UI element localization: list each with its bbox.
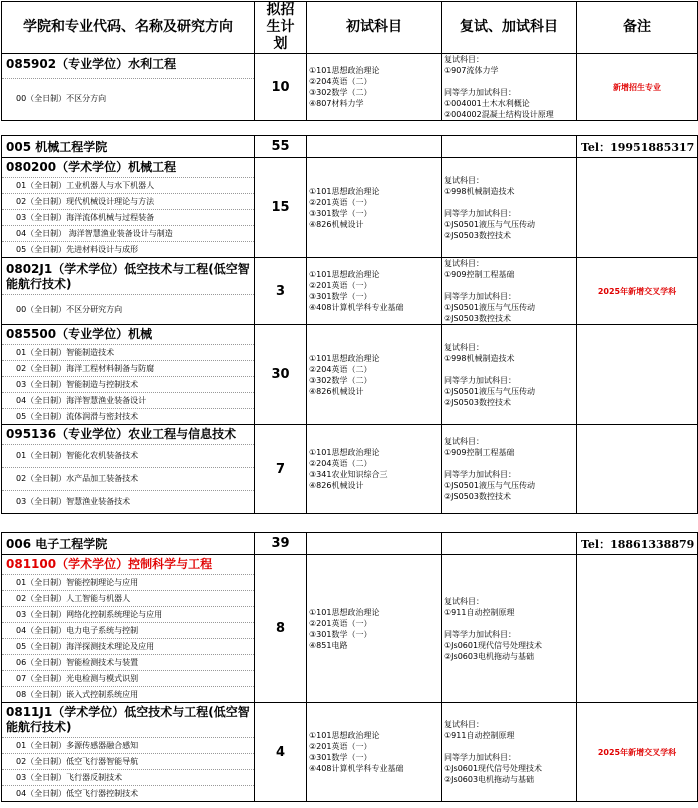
plan-count: 15 bbox=[255, 158, 307, 258]
note: 2025年新增交叉学科 bbox=[577, 703, 698, 802]
direction-item: 00（全日制）不区分研究方向 bbox=[16, 304, 123, 314]
plan-count: 8 bbox=[255, 555, 307, 703]
school-row-005 bbox=[2, 136, 698, 158]
direction-item: 02（全日制）低空飞行器智能导航 bbox=[2, 754, 254, 770]
plan-count: 3 bbox=[255, 258, 307, 325]
note bbox=[577, 555, 698, 703]
program-row-0811J1 bbox=[2, 703, 698, 802]
retest-subjects: 复试科目： ①907流体力学 同等学力加试科目： ①004001土木水利概论 ②004002混凝土结构设计原理 bbox=[442, 54, 577, 121]
header-plan: 拟招生计划 bbox=[255, 2, 307, 54]
program-title: 085500（专业学位）机械 bbox=[6, 327, 153, 341]
program-title: 081100（学术学位）控制科学与工程 bbox=[6, 557, 213, 571]
spacer-row bbox=[2, 121, 698, 136]
direction-item: 01（全日制）智能制造技术 bbox=[2, 345, 254, 361]
program-row-085902 bbox=[2, 54, 698, 121]
school-plan: 55 bbox=[255, 136, 307, 158]
note bbox=[577, 158, 698, 258]
program-row-080200 bbox=[2, 158, 698, 258]
exam-subjects: ①101思想政治理论 ②201英语（一） ③301数学（一） ④851电路 bbox=[307, 555, 442, 703]
direction-item: 03（全日制）海洋流体机械与过程装备 bbox=[2, 210, 254, 226]
direction-item: 08（全日制）嵌入式控制系统应用 bbox=[16, 690, 139, 699]
program-row-081100 bbox=[2, 555, 698, 703]
note: 2025年新增交叉学科 bbox=[577, 258, 698, 325]
direction-item: 03（全日制）智慧渔业装备技术 bbox=[16, 497, 131, 506]
direction-item: 06（全日制）智能检测技术与装置 bbox=[2, 655, 254, 671]
program-row-0802J1 bbox=[2, 258, 698, 325]
retest-subjects: 复试科目： ①911自动控制原理 同等学力加试科目： ①Js0601现代信号处理技术 ②Js0603电机拖动与基础 bbox=[442, 703, 577, 802]
plan-count: 4 bbox=[255, 703, 307, 802]
direction-item: 02（全日制）海洋工程材料制备与防腐 bbox=[2, 361, 254, 377]
exam-subjects: ①101思想政治理论 ②204英语（二） ③341农业知识综合三 ④826机械设计 bbox=[307, 425, 442, 514]
plan-count: 7 bbox=[255, 425, 307, 514]
program-title: 085902（专业学位）水利工程 bbox=[6, 56, 177, 71]
exam-subjects: ①101思想政治理论 ②201英语（一） ③301数学（一） ④408计算机学科专业基础 bbox=[307, 258, 442, 325]
school-row-006 bbox=[2, 533, 698, 555]
retest-subjects: 复试科目： ①998机械制造技术 同等学力加试科目： ①JS0501液压与气压传动 ②JS0503数控技术 bbox=[442, 325, 577, 425]
spacer-row bbox=[2, 514, 698, 533]
exam-subjects: ①101思想政治理论 ②204英语（二） ③302数学（二） ④826机械设计 bbox=[307, 325, 442, 425]
direction-item: 02（全日制）水产品加工装备技术 bbox=[2, 468, 254, 491]
retest-subjects: 复试科目： ①909控制工程基础 同等学力加试科目： ①JS0501液压与气压传动 ②JS0503数控技术 bbox=[442, 425, 577, 514]
direction-item: 03（全日制）飞行器反制技术 bbox=[2, 770, 254, 786]
admissions-table bbox=[1, 1, 698, 802]
school-name: 005 机械工程学院 bbox=[2, 136, 255, 158]
school-plan: 39 bbox=[255, 533, 307, 555]
exam-subjects: ①101思想政治理论 ②201英语（一） ③301数学（一） ④408计算机学科专业基础 bbox=[307, 703, 442, 802]
retest-subjects: 复试科目： ①909控制工程基础 同等学力加试科目： ①JS0501液压与气压传动 ②JS0503数控技术 bbox=[442, 258, 577, 325]
exam-subjects: ①101思想政治理论 ②204英语（二） ③302数学（二） ④807材料力学 bbox=[307, 54, 442, 121]
header-retest: 复试、加试科目 bbox=[442, 2, 577, 54]
note bbox=[577, 325, 698, 425]
program-row-085500 bbox=[2, 325, 698, 425]
direction-item: 00（全日制）不区分方向 bbox=[16, 93, 107, 103]
note: 新增招生专业 bbox=[577, 54, 698, 121]
direction-item: 03（全日制）智能制造与控制技术 bbox=[2, 377, 254, 393]
header-note: 备注 bbox=[577, 2, 698, 54]
header-row bbox=[2, 2, 698, 54]
header-exam: 初试科目 bbox=[307, 2, 442, 54]
header-program: 学院和专业代码、名称及研究方向 bbox=[2, 2, 255, 54]
program-title: 0802J1（学术学位）低空技术与工程(低空智能航行技术) bbox=[6, 261, 250, 291]
direction-item: 05（全日制）先进材料设计与成形 bbox=[16, 245, 139, 254]
direction-item: 04（全日制）海洋智慧渔业装备设计 bbox=[2, 393, 254, 409]
direction-item: 04（全日制）电力电子系统与控制 bbox=[2, 623, 254, 639]
retest-subjects: 复试科目： ①911自动控制原理 同等学力加试科目： ①Js0601现代信号处理技术 ②Js0603电机拖动与基础 bbox=[442, 555, 577, 703]
program-title: 095136（专业学位）农业工程与信息技术 bbox=[6, 427, 237, 441]
school-tel: Tel：19951885317 bbox=[577, 136, 698, 158]
direction-item: 03（全日制）网络化控制系统理论与应用 bbox=[2, 607, 254, 623]
direction-item: 01（全日制）智能化农机装备技术 bbox=[2, 445, 254, 468]
direction-item: 02（全日制）现代机械设计理论与方法 bbox=[2, 194, 254, 210]
plan-count: 10 bbox=[255, 54, 307, 121]
direction-item: 07（全日制）光电检测与模式识别 bbox=[2, 671, 254, 687]
program-row-095136 bbox=[2, 425, 698, 514]
program-title: 080200（学术学位）机械工程 bbox=[6, 160, 177, 174]
direction-item: 05（全日制）海洋探测技术理论及应用 bbox=[2, 639, 254, 655]
direction-item: 01（全日制）工业机器人与水下机器人 bbox=[2, 178, 254, 194]
direction-item: 02（全日制）人工智能与机器人 bbox=[2, 591, 254, 607]
school-name: 006 电子工程学院 bbox=[2, 533, 255, 555]
retest-subjects: 复试科目： ①998机械制造技术 同等学力加试科目： ①JS0501液压与气压传动 ②JS0503数控技术 bbox=[442, 158, 577, 258]
plan-count: 30 bbox=[255, 325, 307, 425]
direction-item: 01（全日制）多源传感器融合感知 bbox=[2, 738, 254, 754]
note bbox=[577, 425, 698, 514]
direction-item: 04（全日制）低空飞行器控制技术 bbox=[16, 789, 139, 798]
school-tel: Tel：18861338879 bbox=[577, 533, 698, 555]
program-title: 0811J1（学术学位）低空技术与工程(低空智能航行技术) bbox=[6, 705, 250, 734]
direction-item: 04（全日制） 海洋智慧渔业装备设计与制造 bbox=[2, 226, 254, 242]
direction-item: 05（全日制）流体润滑与密封技术 bbox=[16, 412, 139, 421]
exam-subjects: ①101思想政治理论 ②201英语（一） ③301数学（一） ④826机械设计 bbox=[307, 158, 442, 258]
direction-item: 01（全日制）智能控制理论与应用 bbox=[2, 575, 254, 591]
